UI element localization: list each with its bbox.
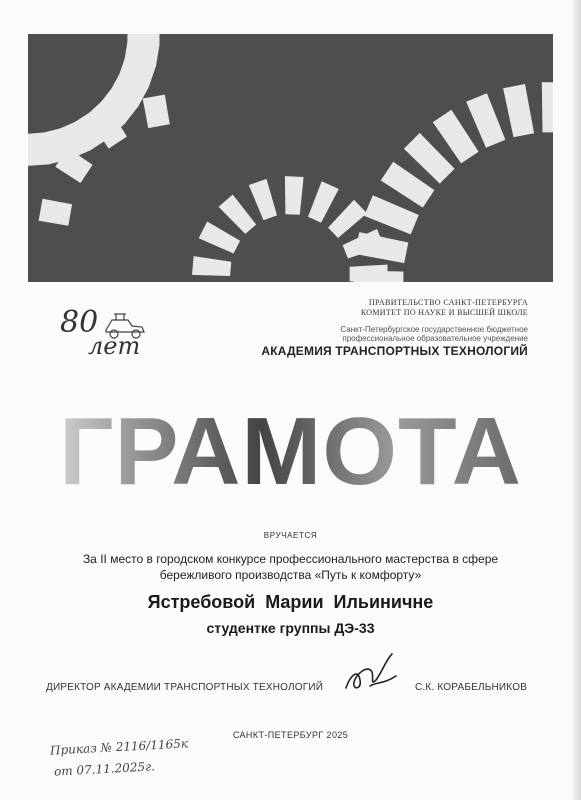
banner-segment [353, 271, 403, 282]
banner-segment [308, 181, 339, 222]
recipient-group: студентке группы ДЭ-33 [206, 620, 375, 636]
awarded-label: ВРУЧАЕТСЯ [263, 531, 318, 540]
anniversary-number: 80 [60, 305, 99, 340]
recipient-name: Ястребовой Марии Ильиничне [147, 592, 434, 612]
banner-segment [503, 84, 534, 137]
award-reason [40, 551, 541, 583]
director-title: ДИРЕКТОР АКАДЕМИИ ТРАНСПОРТНЫХ ТЕХНОЛОГИЙ [46, 682, 324, 693]
banner-segment [364, 195, 419, 234]
banner-segment [249, 179, 277, 220]
banner-segment [199, 222, 240, 254]
banner-segment [328, 200, 367, 238]
institution-type-line: Санкт-Петербургское государственное бюджетное [340, 325, 528, 334]
government-line: ПРАВИТЕЛЬСТВО САНКТ-ПЕТЕРБУРГА [368, 298, 528, 307]
banner-segment [39, 199, 73, 226]
award-reason-line-2: бережливого производства «Путь к комфорту» [159, 568, 422, 582]
banner-segment [542, 82, 553, 132]
city-year: САНКТ-ПЕТЕРБУРГ 2025 [232, 730, 349, 740]
institution-type-line-2: профессиональное образовательное учреждение [342, 334, 528, 343]
anniversary-logo [58, 298, 150, 360]
anniversary-word: лет [88, 332, 141, 360]
banner-segment [219, 195, 257, 234]
banner-segment [466, 93, 505, 148]
handwritten-order-number: Приказ № 2116/1165к [49, 736, 189, 758]
director-name: С.К. КОРАБЕЛЬНИКОВ [415, 682, 528, 693]
banner-segment [28, 132, 50, 166]
issuer-block [261, 298, 528, 358]
director-signature [340, 646, 402, 698]
institution-name: АКАДЕМИЯ ТРАНСПОРТНЫХ ТЕХНОЛОГИЙ [261, 344, 528, 358]
committee-line: КОМИТЕТ ПО НАУКЕ И ВЫСШЕЙ ШКОЛЕ [360, 308, 528, 317]
banner-segment [355, 232, 408, 263]
certificate-title: ГРАМОТА [0, 402, 581, 502]
award-reason-line-1: За II место в городском конкурсе профессионального мастерства в сфере [82, 552, 499, 566]
banner-segment [285, 176, 304, 215]
banner-segment [143, 95, 170, 129]
banner-segment [192, 256, 231, 276]
decorative-banner [28, 34, 553, 282]
handwritten-order-date: от 07.11.2025г. [53, 759, 156, 779]
gear-pattern-graphic [28, 34, 553, 282]
